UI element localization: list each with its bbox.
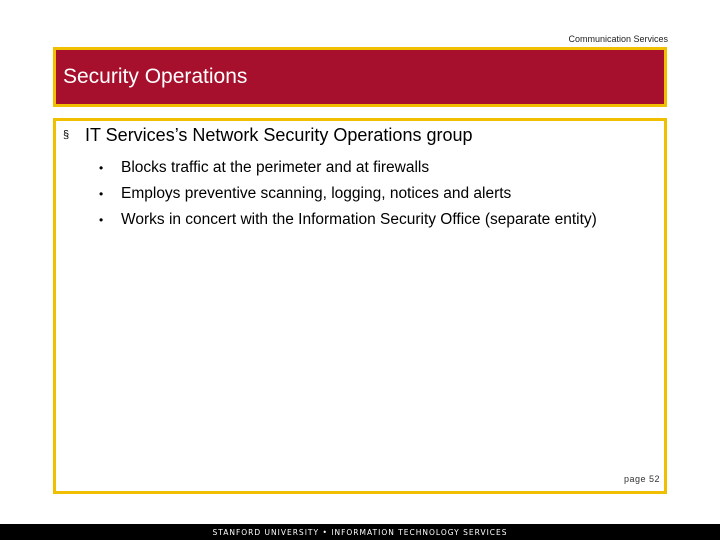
list-item xyxy=(99,181,639,207)
department-label: Communication Services xyxy=(568,34,668,44)
square-bullet-icon: § xyxy=(63,129,70,141)
slide-title: Security Operations xyxy=(63,65,248,88)
dot-bullet-icon: • xyxy=(99,161,104,175)
dot-bullet-icon: • xyxy=(99,187,104,201)
list-item xyxy=(99,155,639,181)
footer-text: STANFORD UNIVERSITY • INFORMATION TECHNOLOGY SERVICES xyxy=(212,527,508,537)
content-box xyxy=(53,118,667,494)
sub-bullet-text: Employs preventive scanning, logging, notices and alerts xyxy=(121,185,512,202)
sub-bullet-list xyxy=(99,155,639,233)
main-bullet xyxy=(63,125,473,146)
dot-bullet-icon: • xyxy=(99,213,104,227)
sub-bullet-text: Blocks traffic at the perimeter and at firewalls xyxy=(121,159,430,176)
title-bar xyxy=(53,47,667,107)
list-item xyxy=(99,207,639,233)
sub-bullet-text: Works in concert with the Information Security Office (separate entity) xyxy=(121,211,597,228)
page-number: page 52 xyxy=(623,474,660,484)
main-bullet-text: IT Services’s Network Security Operations group xyxy=(85,125,473,145)
footer-bar xyxy=(0,524,720,540)
